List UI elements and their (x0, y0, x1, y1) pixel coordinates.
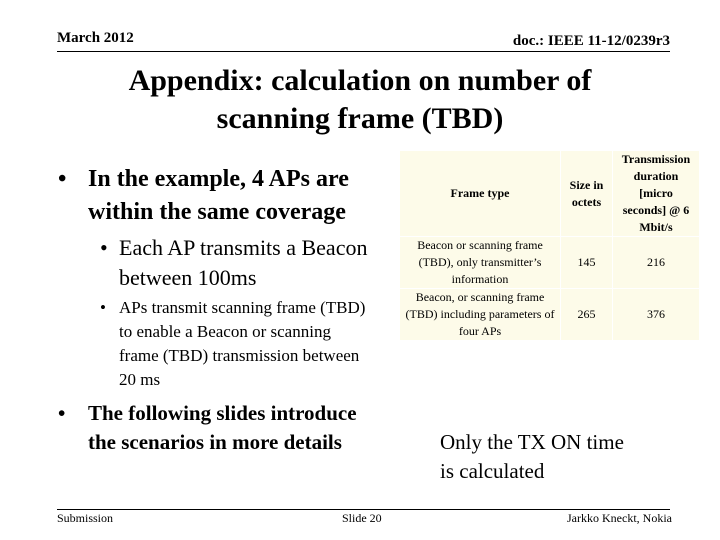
bullet-level1-coverage (58, 163, 398, 229)
header-divider (57, 51, 670, 52)
bullet-text: In the example, 4 APs are within the same coverage (88, 166, 349, 225)
tx-on-note-line-1: Only the TX ON time (440, 430, 624, 454)
bullet-level2-scanning (100, 296, 370, 392)
bullet-marker: • (58, 401, 66, 425)
header-doc-id: doc.: IEEE 11-12/0239r3 (512, 33, 670, 49)
footer-author: Jarkko Kneckt, Nokia (567, 511, 672, 525)
footer-divider (57, 509, 670, 510)
cell-frame-type: Beacon, or scanning frame (TBD) including parameters of four APs (400, 289, 561, 341)
slide-title-line-2: scanning frame (TBD) (216, 102, 504, 135)
table-row (400, 289, 700, 341)
table-header-row (400, 151, 700, 237)
cell-frame-type: Beacon or scanning frame (TBD), only transmitter’s information (400, 237, 561, 289)
cell-duration: 216 (613, 237, 700, 289)
cell-size: 265 (561, 289, 613, 341)
frame-size-table (400, 151, 700, 341)
bullet-text: The following slides introduce the scenarios in more details (88, 401, 357, 454)
header-size: Size in octets (561, 151, 613, 237)
header-duration: Transmission duration [micro seconds] @ 6 Mbit/s (613, 151, 700, 237)
bullet-marker: • (100, 298, 106, 317)
bullet-text: APs transmit scanning frame (TBD) to enable a Beacon or scanning frame (TBD) transmission between 20 ms (119, 298, 366, 389)
bullet-marker: • (100, 235, 108, 260)
bullet-level2-beacon (100, 233, 400, 293)
bullet-marker: • (58, 166, 67, 192)
table-row (400, 237, 700, 289)
bullet-text: Each AP transmits a Beacon between 100ms (119, 235, 368, 290)
tx-on-note-line-2: is calculated (440, 459, 545, 483)
slide-title-line-1: Appendix: calculation on number of (128, 64, 592, 97)
tx-on-note (440, 428, 624, 486)
bullet-level1-following-slides (58, 399, 378, 456)
slide-title (60, 62, 660, 138)
footer-slide-number: Slide 20 (342, 511, 382, 525)
cell-size: 145 (561, 237, 613, 289)
footer-submission: Submission (57, 511, 114, 525)
header-frame-type: Frame type (400, 151, 561, 237)
header-date: March 2012 (57, 30, 134, 46)
cell-duration: 376 (613, 289, 700, 341)
